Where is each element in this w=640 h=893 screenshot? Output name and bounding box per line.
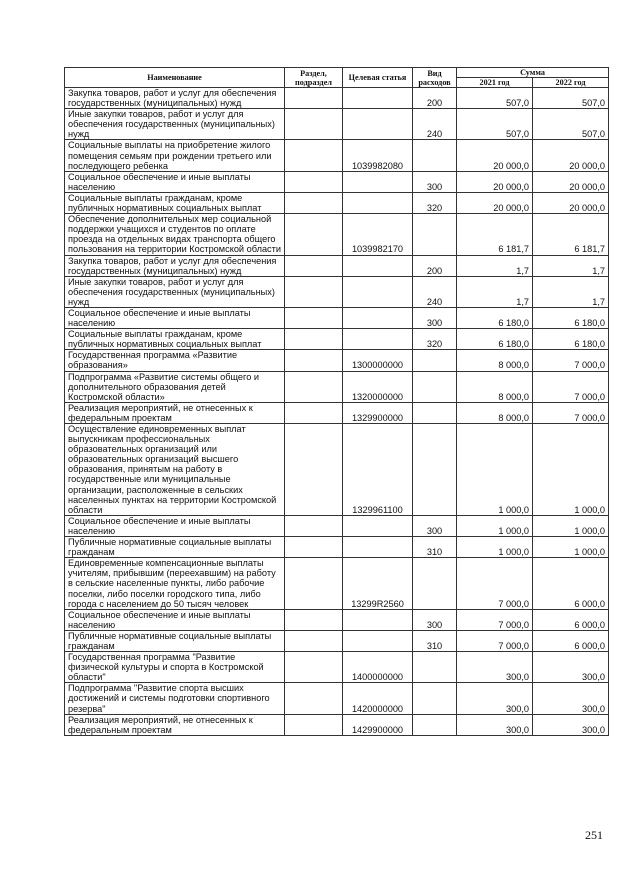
- row-type-cell: [413, 424, 457, 516]
- row-2021-cell: 6 181,7: [457, 214, 533, 255]
- table-row: [65, 350, 609, 371]
- row-name-cell: Закупка товаров, работ и услуг для обеспечения государственных (муниципальных) нужд: [65, 88, 285, 109]
- row-section-cell: [285, 714, 343, 735]
- row-2021-cell: 7 000,0: [457, 609, 533, 630]
- row-target-cell: 1420000000: [343, 683, 413, 714]
- row-type-cell: [413, 371, 457, 402]
- row-2021-cell: 1 000,0: [457, 515, 533, 536]
- row-section-cell: [285, 609, 343, 630]
- table-row: [65, 652, 609, 683]
- row-target-cell: 1320000000: [343, 371, 413, 402]
- row-type-cell: 200: [413, 255, 457, 276]
- row-type-cell: [413, 683, 457, 714]
- row-section-cell: [285, 558, 343, 609]
- table-row: [65, 88, 609, 109]
- row-name-cell: Государственная программа «Развитие образования»: [65, 350, 285, 371]
- row-2021-cell: 1,7: [457, 255, 533, 276]
- row-type-cell: 240: [413, 276, 457, 307]
- row-name-cell: Социальные выплаты на приобретение жилого помещения семьям при рождении третьего или последующего ребенка: [65, 140, 285, 171]
- row-2021-cell: 8 000,0: [457, 350, 533, 371]
- row-target-cell: [343, 192, 413, 213]
- row-type-cell: 320: [413, 192, 457, 213]
- row-target-cell: [343, 537, 413, 558]
- header-target: Целевая статья: [343, 68, 413, 88]
- row-2022-cell: 300,0: [533, 652, 609, 683]
- row-2022-cell: 1,7: [533, 276, 609, 307]
- table-row: [65, 630, 609, 651]
- row-section-cell: [285, 350, 343, 371]
- row-target-cell: 1329961100: [343, 424, 413, 516]
- row-name-cell: Единовременные компенсационные выплаты учителям, прибывшим (переехавшим) на работу в сельские населенные пункты, либо рабочие поселки, либо поселки городского типа, либо города с населением до 50 тысяч человек: [65, 558, 285, 609]
- row-2022-cell: 7 000,0: [533, 371, 609, 402]
- row-2021-cell: 6 180,0: [457, 329, 533, 350]
- table-header: [65, 68, 609, 88]
- row-2021-cell: 20 000,0: [457, 192, 533, 213]
- row-name-cell: Публичные нормативные социальные выплаты гражданам: [65, 537, 285, 558]
- row-target-cell: [343, 171, 413, 192]
- row-2022-cell: 7 000,0: [533, 402, 609, 423]
- row-2021-cell: 1 000,0: [457, 537, 533, 558]
- row-section-cell: [285, 630, 343, 651]
- row-2021-cell: 300,0: [457, 683, 533, 714]
- row-section-cell: [285, 329, 343, 350]
- row-section-cell: [285, 255, 343, 276]
- row-2022-cell: 1 000,0: [533, 515, 609, 536]
- row-2021-cell: 7 000,0: [457, 630, 533, 651]
- row-name-cell: Публичные нормативные социальные выплаты гражданам: [65, 630, 285, 651]
- row-name-cell: Подпрограмма "Развитие спорта высших достижений и системы подготовки спортивного резерва": [65, 683, 285, 714]
- row-2022-cell: 507,0: [533, 109, 609, 140]
- row-target-cell: [343, 88, 413, 109]
- row-2021-cell: 507,0: [457, 109, 533, 140]
- page-number: 251: [585, 828, 603, 842]
- row-section-cell: [285, 214, 343, 255]
- row-target-cell: 1429900000: [343, 714, 413, 735]
- row-section-cell: [285, 683, 343, 714]
- row-2022-cell: 20 000,0: [533, 171, 609, 192]
- row-target-cell: [343, 276, 413, 307]
- header-section: Раздел, подраздел: [285, 68, 343, 88]
- row-type-cell: [413, 402, 457, 423]
- table-row: [65, 307, 609, 328]
- row-target-cell: 1300000000: [343, 350, 413, 371]
- row-type-cell: [413, 214, 457, 255]
- row-target-cell: [343, 609, 413, 630]
- table-row: [65, 140, 609, 171]
- row-type-cell: [413, 714, 457, 735]
- table-row: [65, 329, 609, 350]
- row-2022-cell: 6 000,0: [533, 558, 609, 609]
- table-row: [65, 402, 609, 423]
- row-2022-cell: 6 181,7: [533, 214, 609, 255]
- row-name-cell: Социальные выплаты гражданам, кроме публичных нормативных социальных выплат: [65, 329, 285, 350]
- row-name-cell: Подпрограмма «Развитие системы общего и дополнительного образования детей Костромской области»: [65, 371, 285, 402]
- row-target-cell: 1329900000: [343, 402, 413, 423]
- row-name-cell: Иные закупки товаров, работ и услуг для обеспечения государственных (муниципальных) нужд: [65, 276, 285, 307]
- table-row: [65, 171, 609, 192]
- row-section-cell: [285, 307, 343, 328]
- row-target-cell: 1039982080: [343, 140, 413, 171]
- row-type-cell: [413, 350, 457, 371]
- row-name-cell: Иные закупки товаров, работ и услуг для обеспечения государственных (муниципальных) нужд: [65, 109, 285, 140]
- row-2022-cell: 1,7: [533, 255, 609, 276]
- row-section-cell: [285, 652, 343, 683]
- row-section-cell: [285, 371, 343, 402]
- row-2021-cell: 8 000,0: [457, 402, 533, 423]
- row-section-cell: [285, 515, 343, 536]
- row-type-cell: 300: [413, 307, 457, 328]
- table-row: [65, 515, 609, 536]
- row-section-cell: [285, 109, 343, 140]
- row-name-cell: Осуществление единовременных выплат выпускникам профессиональных образовательных организаций или образовательных организаций высшего образования, принятым на работу в государственные или муниципальные организации, расположенные в сельских населенных пунктах на территории Костромской области: [65, 424, 285, 516]
- row-2022-cell: 6 000,0: [533, 609, 609, 630]
- row-section-cell: [285, 88, 343, 109]
- row-2021-cell: 1 000,0: [457, 424, 533, 516]
- header-sum: Сумма: [457, 68, 609, 78]
- row-type-cell: 300: [413, 609, 457, 630]
- table-row: [65, 371, 609, 402]
- row-2021-cell: 507,0: [457, 88, 533, 109]
- row-type-cell: [413, 558, 457, 609]
- row-2021-cell: 8 000,0: [457, 371, 533, 402]
- row-2022-cell: 7 000,0: [533, 350, 609, 371]
- row-type-cell: [413, 140, 457, 171]
- row-target-cell: [343, 630, 413, 651]
- row-target-cell: 1039982170: [343, 214, 413, 255]
- header-name: Наименование: [65, 68, 285, 88]
- row-target-cell: 13299R2560: [343, 558, 413, 609]
- row-section-cell: [285, 140, 343, 171]
- row-2021-cell: 6 180,0: [457, 307, 533, 328]
- row-target-cell: [343, 515, 413, 536]
- row-2021-cell: 20 000,0: [457, 140, 533, 171]
- row-section-cell: [285, 192, 343, 213]
- row-name-cell: Реализация мероприятий, не отнесенных к федеральным проектам: [65, 402, 285, 423]
- row-name-cell: Закупка товаров, работ и услуг для обеспечения государственных (муниципальных) нужд: [65, 255, 285, 276]
- header-2022: 2022 год: [533, 78, 609, 88]
- row-type-cell: 300: [413, 515, 457, 536]
- row-name-cell: Обеспечение дополнительных мер социальной поддержки учащихся и студентов по оплате проезда на отдельных видах транспорта общего пользования на территории Костромской области: [65, 214, 285, 255]
- table-body: [65, 88, 609, 736]
- table-row: [65, 109, 609, 140]
- row-type-cell: 300: [413, 171, 457, 192]
- row-target-cell: 1400000000: [343, 652, 413, 683]
- table-row: [65, 192, 609, 213]
- row-section-cell: [285, 276, 343, 307]
- table-row: [65, 558, 609, 609]
- row-name-cell: Социальное обеспечение и иные выплаты населению: [65, 515, 285, 536]
- row-name-cell: Реализация мероприятий, не отнесенных к федеральным проектам: [65, 714, 285, 735]
- header-type: Вид расходов: [413, 68, 457, 88]
- row-type-cell: 240: [413, 109, 457, 140]
- row-2021-cell: 300,0: [457, 652, 533, 683]
- row-type-cell: [413, 652, 457, 683]
- row-section-cell: [285, 402, 343, 423]
- header-2021: 2021 год: [457, 78, 533, 88]
- row-name-cell: Социальное обеспечение и иные выплаты населению: [65, 609, 285, 630]
- row-type-cell: 200: [413, 88, 457, 109]
- budget-table: [64, 67, 609, 736]
- row-2022-cell: 6 180,0: [533, 307, 609, 328]
- table-row: [65, 214, 609, 255]
- row-section-cell: [285, 537, 343, 558]
- row-2022-cell: 20 000,0: [533, 140, 609, 171]
- table-row: [65, 714, 609, 735]
- row-type-cell: 320: [413, 329, 457, 350]
- row-2022-cell: 300,0: [533, 714, 609, 735]
- row-2021-cell: 20 000,0: [457, 171, 533, 192]
- row-section-cell: [285, 171, 343, 192]
- row-section-cell: [285, 424, 343, 516]
- row-target-cell: [343, 255, 413, 276]
- row-2022-cell: 1 000,0: [533, 424, 609, 516]
- row-name-cell: Социальное обеспечение и иные выплаты населению: [65, 307, 285, 328]
- row-type-cell: 310: [413, 630, 457, 651]
- row-2021-cell: 7 000,0: [457, 558, 533, 609]
- row-2022-cell: 300,0: [533, 683, 609, 714]
- row-2021-cell: 1,7: [457, 276, 533, 307]
- row-2022-cell: 1 000,0: [533, 537, 609, 558]
- row-target-cell: [343, 109, 413, 140]
- row-name-cell: Социальное обеспечение и иные выплаты населению: [65, 171, 285, 192]
- row-name-cell: Социальные выплаты гражданам, кроме публичных нормативных социальных выплат: [65, 192, 285, 213]
- row-target-cell: [343, 329, 413, 350]
- table-row: [65, 683, 609, 714]
- table-row: [65, 276, 609, 307]
- row-2022-cell: 6 180,0: [533, 329, 609, 350]
- row-type-cell: 310: [413, 537, 457, 558]
- table-row: [65, 537, 609, 558]
- row-target-cell: [343, 307, 413, 328]
- row-2022-cell: 507,0: [533, 88, 609, 109]
- table-row: [65, 424, 609, 516]
- row-2021-cell: 300,0: [457, 714, 533, 735]
- table-row: [65, 609, 609, 630]
- row-2022-cell: 6 000,0: [533, 630, 609, 651]
- table-row: [65, 255, 609, 276]
- row-name-cell: Государственная программа "Развитие физической культуры и спорта в Костромской области": [65, 652, 285, 683]
- row-2022-cell: 20 000,0: [533, 192, 609, 213]
